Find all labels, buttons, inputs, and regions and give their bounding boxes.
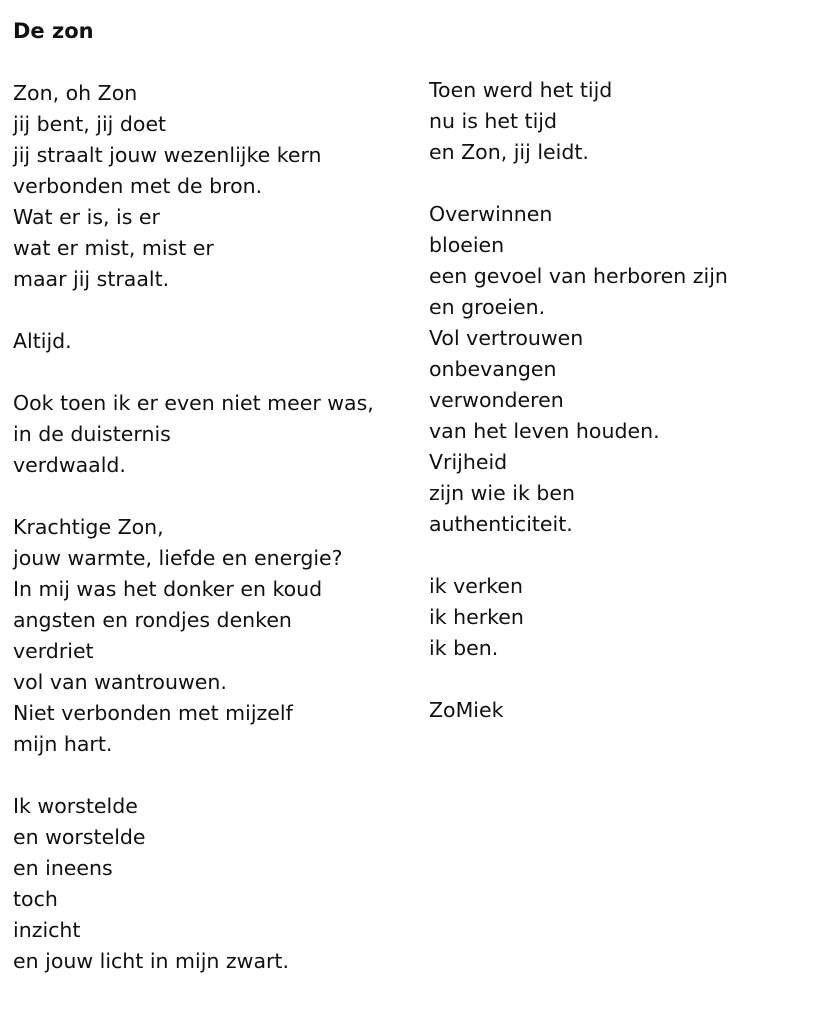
stanza-break	[429, 540, 821, 571]
poem-left-column	[13, 78, 418, 977]
poem-line: nu is het tijd	[429, 109, 557, 133]
poem-line: wat er mist, mist er	[13, 236, 214, 260]
poem-line: In mij was het donker en koud	[13, 577, 323, 601]
poem-line: Vol vertrouwen	[429, 326, 584, 350]
poem-line: mijn hart.	[13, 732, 113, 756]
stanza-break	[429, 664, 821, 695]
poem-line: een gevoel van herboren zijn	[429, 264, 728, 288]
poem-right-column	[429, 75, 821, 726]
poem-title: De zon	[13, 19, 94, 43]
stanza-break	[13, 481, 418, 512]
poem-line: jij bent, jij doet	[13, 112, 167, 136]
poem-line: Wat er is, is er	[13, 205, 160, 229]
stanza-break	[13, 295, 418, 326]
poem-line: verwonderen	[429, 388, 564, 412]
poem-line: van het leven houden.	[429, 419, 660, 443]
poem-line: en ineens	[13, 856, 113, 880]
poem-line: Niet verbonden met mijzelf	[13, 701, 293, 725]
poem-line: Overwinnen	[429, 202, 553, 226]
poem-line: Ik worstelde	[13, 794, 138, 818]
poem-line: en Zon, jij leidt.	[429, 140, 589, 164]
stanza-break	[13, 357, 418, 388]
poem-line: in de duisternis	[13, 422, 171, 446]
poem-line: vol van wantrouwen.	[13, 670, 227, 694]
poem-line: ik ben.	[429, 636, 499, 660]
poem-line: jij straalt jouw wezenlijke kern	[13, 143, 322, 167]
poem-line: bloeien	[429, 233, 505, 257]
poem-line: ik herken	[429, 605, 524, 629]
poem-line: Vrijheid	[429, 450, 508, 474]
poem-line: verdwaald.	[13, 453, 126, 477]
stanza-break	[429, 168, 821, 199]
poem-line: onbevangen	[429, 357, 557, 381]
poem-line: Altijd.	[13, 329, 72, 353]
poem-line: Toen werd het tijd	[429, 78, 613, 102]
poem-line: inzicht	[13, 918, 81, 942]
poem-line: verbonden met de bron.	[13, 174, 263, 198]
poem-line: Zon, oh Zon	[13, 81, 138, 105]
stanza-break	[13, 760, 418, 791]
poem-line: zijn wie ik ben	[429, 481, 575, 505]
poem-line: en groeien.	[429, 295, 546, 319]
poem-line: en jouw licht in mijn zwart.	[13, 949, 289, 973]
poem-line: Ook toen ik er even niet meer was,	[13, 391, 374, 415]
poem-line: Krachtige Zon,	[13, 515, 164, 539]
poem-line: authenticiteit.	[429, 512, 573, 536]
poem-line: maar jij straalt.	[13, 267, 170, 291]
poem-line: angsten en rondjes denken	[13, 608, 292, 632]
poem-line: ZoMiek	[429, 698, 504, 722]
poem-line: toch	[13, 887, 58, 911]
poem-line: jouw warmte, liefde en energie?	[13, 546, 343, 570]
poem-line: en worstelde	[13, 825, 146, 849]
poem-line: ik verken	[429, 574, 524, 598]
poem-line: verdriet	[13, 639, 94, 663]
